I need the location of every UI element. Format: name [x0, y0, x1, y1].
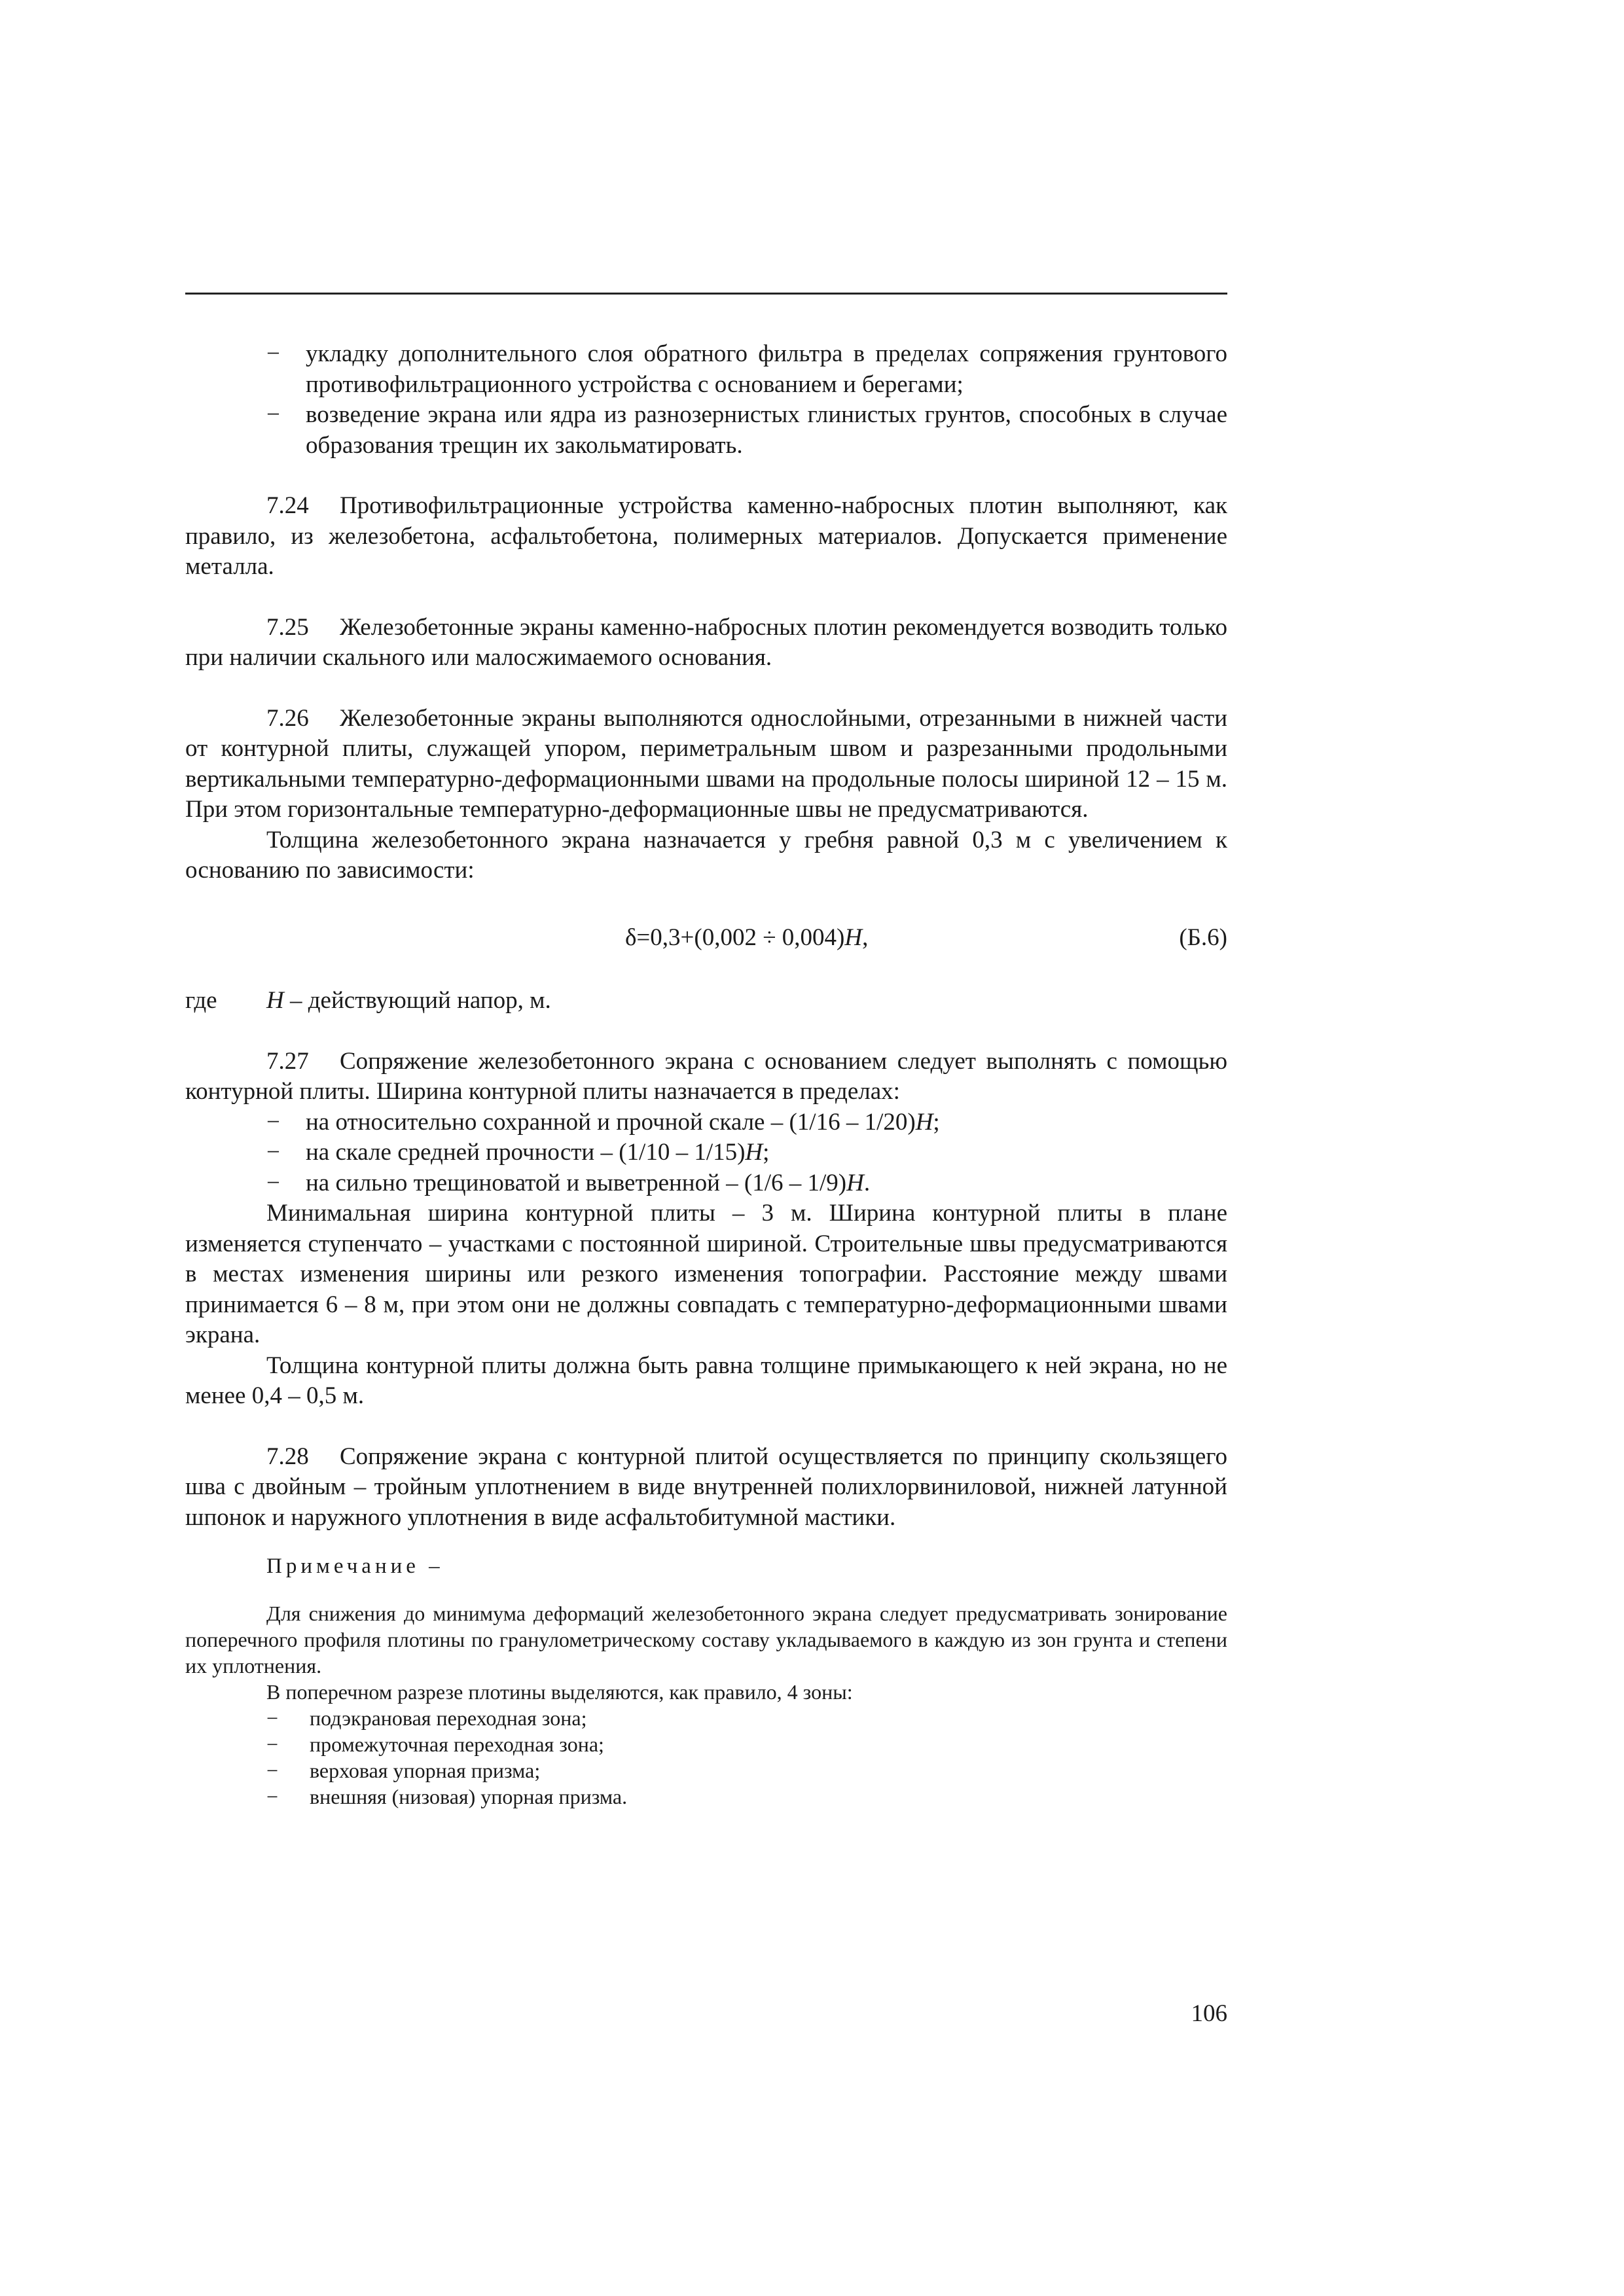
list-item: [185, 1138, 1227, 1168]
list-item-text: внешняя (низовая) упорная призма.: [310, 1784, 628, 1808]
note-paragraph: В поперечном разрезе плотины выделяются, как правило, 4 зоны:: [266, 1679, 853, 1704]
section-number: 7.25: [266, 613, 309, 641]
list-marker: −: [266, 340, 280, 367]
paragraph: Толщина контурной плиты должна быть равна толщине примыкающего к ней экрана, но не менее 0,4 – 0,5 м.: [185, 1352, 1227, 1409]
list-item-text: на относительно сохранной и прочной скале – (1/16 – 1/20)H;: [306, 1108, 940, 1136]
list-item: [185, 1784, 1227, 1810]
list-marker: −: [266, 401, 280, 428]
list-marker: −: [266, 1732, 279, 1756]
list-item-text: на скале средней прочности – (1/10 – 1/15)H;: [306, 1139, 770, 1166]
paragraph: Минимальная ширина контурной плиты – 3 м. Ширина контурной плиты в плане изменяется ступенчато – участками с постоянной шириной. Строительные швы предусматриваются в местах изменения ширины или резкого изменения топографии. Расстояние между швами принимается 6 – 8 м, при этом они не должны совпадать с температурно-деформационными швами экрана.: [185, 1200, 1227, 1348]
note-block: [185, 1600, 1227, 1810]
section-7-26: [185, 704, 1227, 825]
list-marker: −: [266, 1706, 279, 1730]
list-item: [185, 1168, 1227, 1199]
section-number: 7.27: [266, 1047, 309, 1075]
formula-where: [185, 986, 1227, 1016]
list-item-text: на сильно трещиноватой и выветренной – (1/6 – 1/9)H.: [306, 1169, 871, 1196]
where-definition: H – действующий напор, м.: [266, 987, 551, 1014]
list-item-text: промежуточная переходная зона;: [310, 1732, 604, 1756]
list-item: [185, 1107, 1227, 1138]
formula-expression: δ=0,3+(0,002 ÷ 0,004)H,: [625, 924, 869, 951]
section-text: Противофильтрационные устройства каменно-набросных плотин выполняют, как правило, из железобетона, асфальтобетона, полимерных материалов. Допускается применение металла.: [185, 492, 1227, 580]
list-item: [185, 400, 1227, 461]
document-body: [185, 339, 1227, 1810]
section-text: Сопряжение железобетонного экрана с основанием следует выполнять с помощью контурной плиты. Ширина контурной плиты назначается в пределах:: [185, 1047, 1227, 1105]
list-marker: −: [266, 1139, 280, 1166]
section-7-28: [185, 1442, 1227, 1534]
list-marker: −: [266, 1784, 279, 1808]
list-item-text: верховая упорная призма;: [310, 1758, 541, 1782]
list-item: [185, 339, 1227, 400]
note-title: Примечание –: [266, 1554, 444, 1578]
formula-label: (Б.6): [1179, 924, 1227, 951]
list-marker: −: [266, 1758, 279, 1782]
section-7-25: [185, 613, 1227, 673]
list-item-text: подэкрановая переходная зона;: [310, 1706, 587, 1730]
list-item-text: возведение экрана или ядра из разнозернистых глинистых грунтов, способных в случае образования трещин их закольматировать.: [306, 401, 1227, 459]
section-text: Сопряжение экрана с контурной плитой осуществляется по принципу скользящего шва с двойным – тройным уплотнением в виде внутренней полихлорвиниловой, нижней латунной шпонок и наружного уплотнения в виде асфальтобитумной мастики.: [185, 1443, 1227, 1531]
header-rule: [185, 293, 1227, 295]
section-7-27: [185, 1047, 1227, 1107]
formula-b6: [185, 923, 1227, 954]
section-number: 7.28: [266, 1443, 309, 1470]
section-text: Железобетонные экраны каменно-набросных плотин рекомендуется возводить только при наличии скального или малосжимаемого основания.: [185, 613, 1227, 671]
paragraph: Толщина железобетонного экрана назначается у гребня равной 0,3 м с увеличением к основанию по зависимости:: [185, 826, 1227, 884]
section-number: 7.24: [266, 492, 309, 519]
section-7-24: [185, 491, 1227, 583]
list-marker: −: [266, 1108, 280, 1136]
list-item: [185, 1731, 1227, 1757]
section-text: Железобетонные экраны выполняются однослойными, отрезанными в нижней части от контурной плиты, служащей упором, периметральным швом и разрезанными продольными вертикальными температурно-деформационными швами на продольные полосы шириной 12 – 15 м. При этом горизонтальные температурно-деформационные швы не предусматриваются.: [185, 704, 1227, 823]
list-item: [185, 1757, 1227, 1784]
where-label: где: [185, 987, 217, 1014]
list-item: [185, 1705, 1227, 1731]
list-item-text: укладку дополнительного слоя обратного фильтра в пределах сопряжения грунтового противофильтрационного устройства с основанием и берегами;: [306, 340, 1227, 398]
note-paragraph: Для снижения до минимума деформаций железобетонного экрана следует предусматривать зонирование поперечного профиля плотины по гранулометрическому составу укладываемого в каждую из зон грунта и степени их уплотнения.: [185, 1601, 1227, 1677]
list-marker: −: [266, 1169, 280, 1196]
page-number: 106: [1191, 2000, 1227, 2027]
section-number: 7.26: [266, 704, 309, 732]
